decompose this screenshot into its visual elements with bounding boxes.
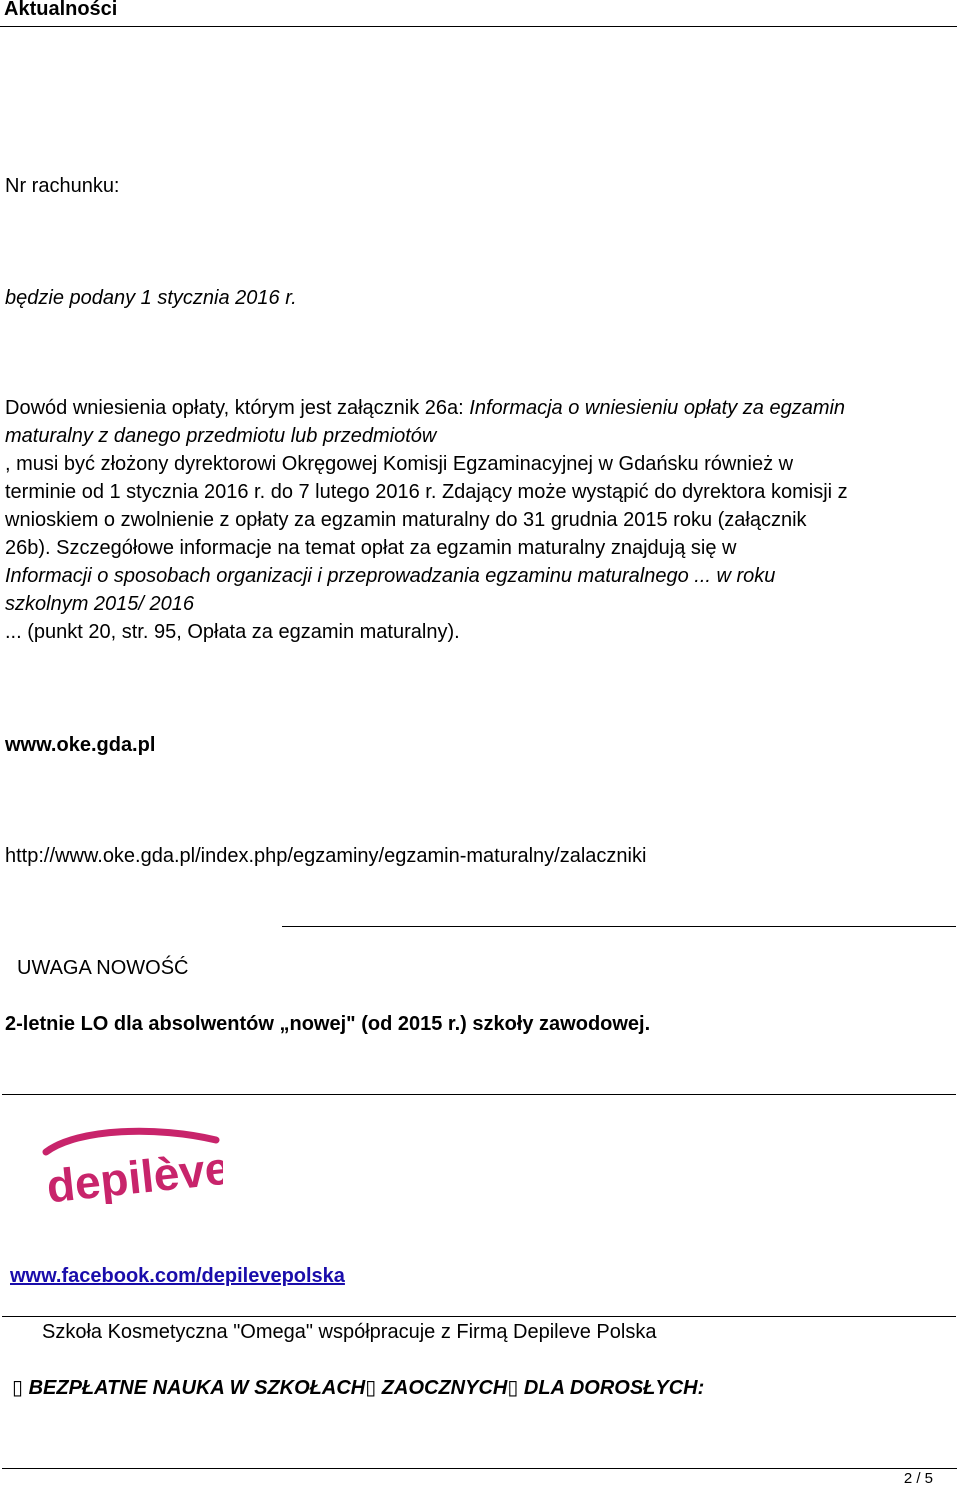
- missing-glyph-icon: ▯: [507, 1377, 519, 1399]
- paragraph-line: 26b). Szczegółowe informacje na temat opłat za egzamin maturalny znajdują się w: [5, 537, 737, 559]
- account-label: Nr rachunku:: [5, 175, 120, 197]
- header-divider: [0, 26, 957, 27]
- page-title: Aktualności: [4, 0, 118, 20]
- page-number: 2 / 5: [903, 1470, 933, 1487]
- paragraph-line: szkolnym 2015/ 2016: [5, 593, 195, 615]
- paragraph-line: wnioskiem o zwolnienie z opłaty za egzamin maturalny do 31 grudnia 2015 roku (załącznik: [5, 509, 807, 531]
- notice-title: UWAGA NOWOŚĆ: [17, 957, 189, 979]
- attachments-url[interactable]: http://www.oke.gda.pl/index.php/egzaminy/egzamin-maturalny/zalaczniki: [5, 845, 647, 867]
- cooperation-text: Szkoła Kosmetyczna "Omega" współpracuje z Firmą Depileve Polska: [42, 1321, 657, 1343]
- logo-wordmark: depilève: [44, 1141, 223, 1204]
- missing-glyph-icon: ▯: [365, 1377, 377, 1399]
- paragraph-line: Informacji o sposobach organizacji i przeprowadzania egzaminu maturalnego ... w roku: [5, 565, 776, 587]
- section-divider: [2, 1316, 956, 1317]
- depileve-logo-graphic: [38, 1124, 223, 1204]
- paragraph-line: , musi być złożony dyrektorowi Okręgowej Komisji Egzaminacyjnej w Gdańsku również w: [5, 453, 794, 475]
- facebook-link[interactable]: www.facebook.com/depilevepolska: [10, 1265, 345, 1287]
- free-education-heading: ▯ BEZPŁATNE NAUKA W SZKOŁACH▯ ZAOCZNYCH▯ DLA DOROSŁYCH:: [12, 1377, 705, 1399]
- paragraph-line: ... (punkt 20, str. 95, Opłata za egzamin maturalny).: [5, 621, 460, 643]
- depileve-logo: [38, 1124, 223, 1204]
- missing-glyph-icon: ▯: [12, 1377, 24, 1399]
- paragraph-line: terminie od 1 stycznia 2016 r. do 7 lutego 2016 r. Zdający może wystąpić do dyrektora komisji z: [5, 481, 848, 503]
- document-title: Informacja o wniesieniu opłaty za egzamin: [469, 397, 846, 419]
- site-link[interactable]: www.oke.gda.pl: [5, 734, 156, 756]
- footer-divider: [2, 1468, 957, 1469]
- section-divider: [282, 926, 956, 927]
- account-note: będzie podany 1 stycznia 2016 r.: [5, 287, 297, 309]
- paragraph-line: Dowód wniesienia opłaty, którym jest załącznik 26a: Informacja o wniesieniu opłaty za egzamin: [5, 397, 846, 419]
- paragraph-line: maturalny z danego przedmiotu lub przedmiotów: [5, 425, 437, 447]
- notice-text: 2-letnie LO dla absolwentów „nowej" (od 2015 r.) szkoły zawodowej.: [5, 1013, 651, 1035]
- fee-paragraph: [5, 394, 955, 646]
- section-divider: [2, 1094, 956, 1095]
